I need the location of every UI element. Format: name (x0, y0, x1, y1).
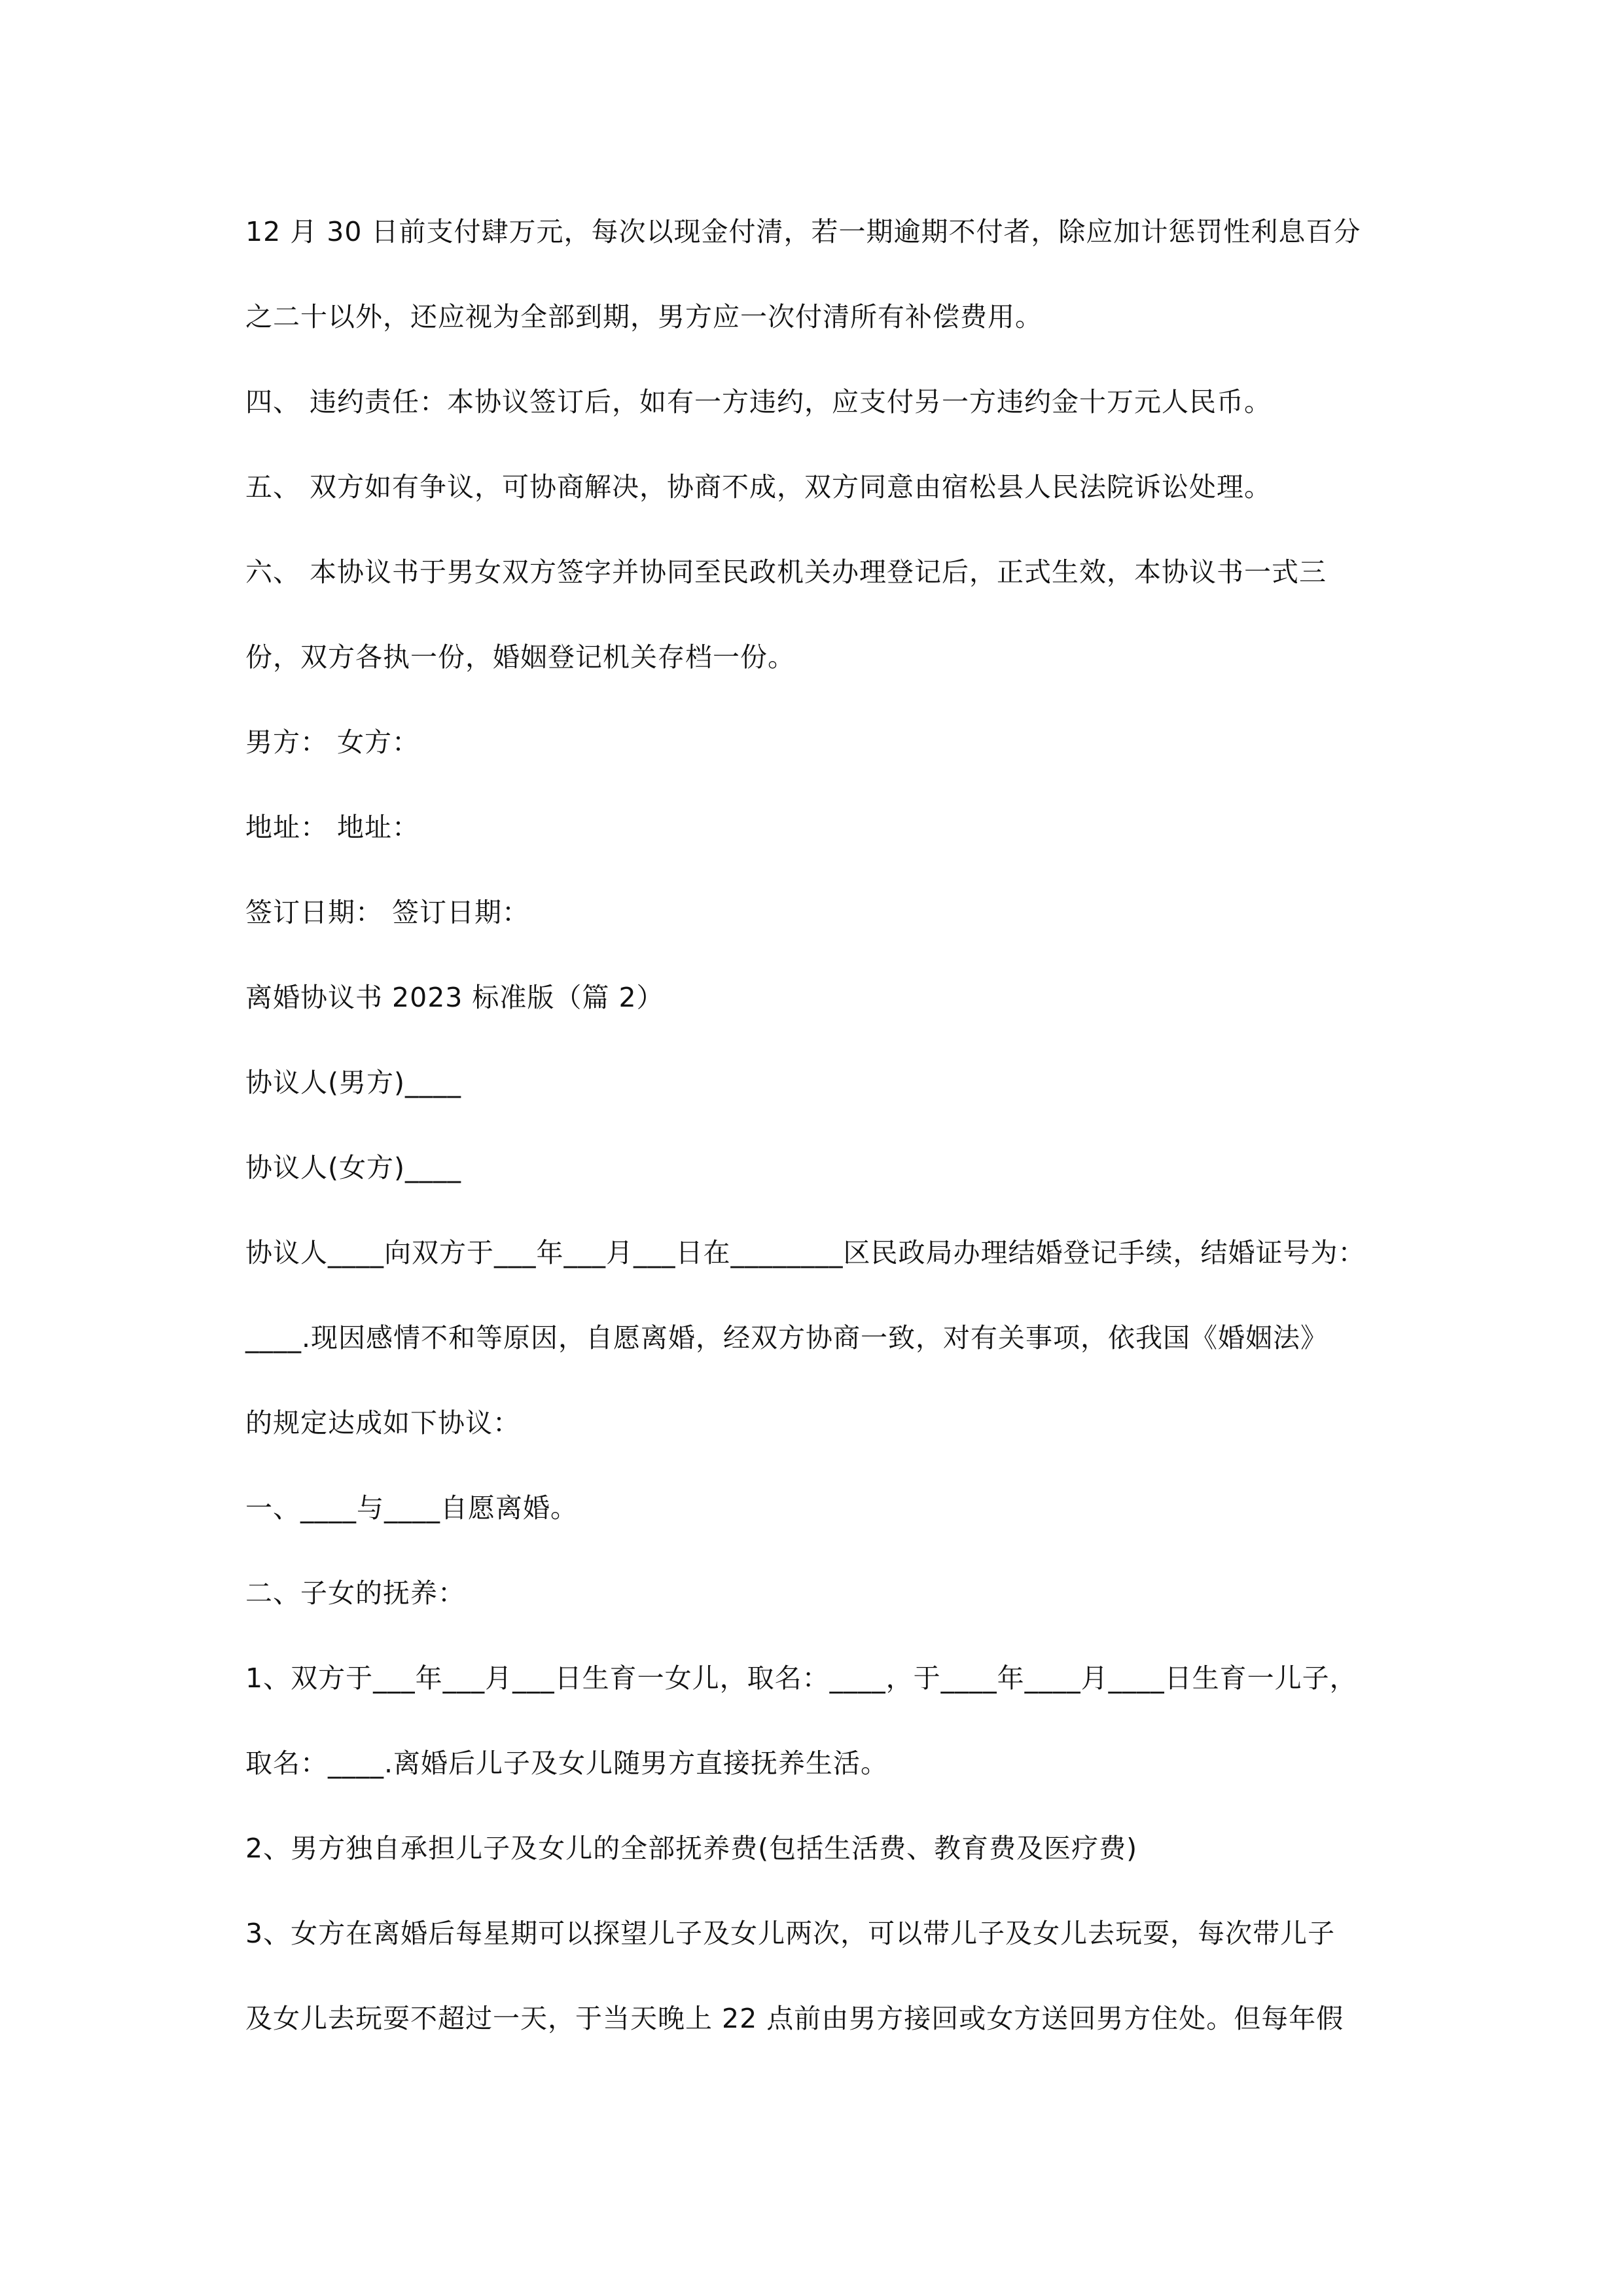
text-line: 六、 本协议书于男女双方签字并协同至民政机关办理登记后，正式生效，本协议书一式三 (245, 556, 1327, 588)
text-line: 及女儿去玩耍不超过一天，于当天晚上 22 点前由男方接回或女方送回男方住处。但每年假 (245, 2003, 1344, 2034)
text-line: 五、 双方如有争议，可协商解决，协商不成，双方同意由宿松县人民法院诉讼处理。 (245, 471, 1272, 503)
text-line: 协议人(男方)____ (245, 1067, 461, 1098)
text-line: 男方： 女方： (245, 726, 420, 758)
text-line: 二、子女的抚养： (245, 1577, 465, 1609)
text-line: 一、____与____自愿离婚。 (245, 1492, 578, 1524)
text-line: 12 月 30 日前支付肆万元，每次以现金付清，若一期逾期不付者，除应加计惩罚性利息百分 (245, 216, 1361, 247)
text-line: 的规定达成如下协议： (245, 1407, 520, 1439)
section-heading: 离婚协议书 2023 标准版（篇 2） (245, 982, 664, 1013)
text-line: ____.现因感情不和等原因，自愿离婚，经双方协商一致，对有关事项，依我国《婚姻法》 (245, 1322, 1329, 1354)
text-line: 1、双方于___年___月___日生育一女儿，取名：____，于____年____月____日生育一儿子， (245, 1662, 1357, 1694)
text-line: 地址： 地址： (245, 812, 420, 843)
text-line: 协议人____向双方于___年___月___日在________区民政局办理结婚登记手续，结婚证号为： (245, 1237, 1366, 1268)
text-line: 之二十以外，还应视为全部到期，男方应一次付清所有补偿费用。 (245, 301, 1043, 332)
text-line: 四、 违约责任：本协议签订后，如有一方违约，应支付另一方违约金十万元人民币。 (245, 386, 1272, 418)
text-line: 3、女方在离婚后每星期可以探望儿子及女儿两次，可以带儿子及女儿去玩耍，每次带儿子 (245, 1918, 1336, 1949)
text-line: 2、男方独自承担儿子及女儿的全部抚养费(包括生活费、教育费及医疗费) (245, 1833, 1138, 1864)
text-line: 签订日期： 签订日期： (245, 897, 530, 928)
text-line: 取名：____.离婚后儿子及女儿随男方直接抚养生活。 (245, 1748, 889, 1779)
text-line: 协议人(女方)____ (245, 1152, 461, 1183)
text-line: 份，双方各执一份，婚姻登记机关存档一份。 (245, 641, 795, 673)
